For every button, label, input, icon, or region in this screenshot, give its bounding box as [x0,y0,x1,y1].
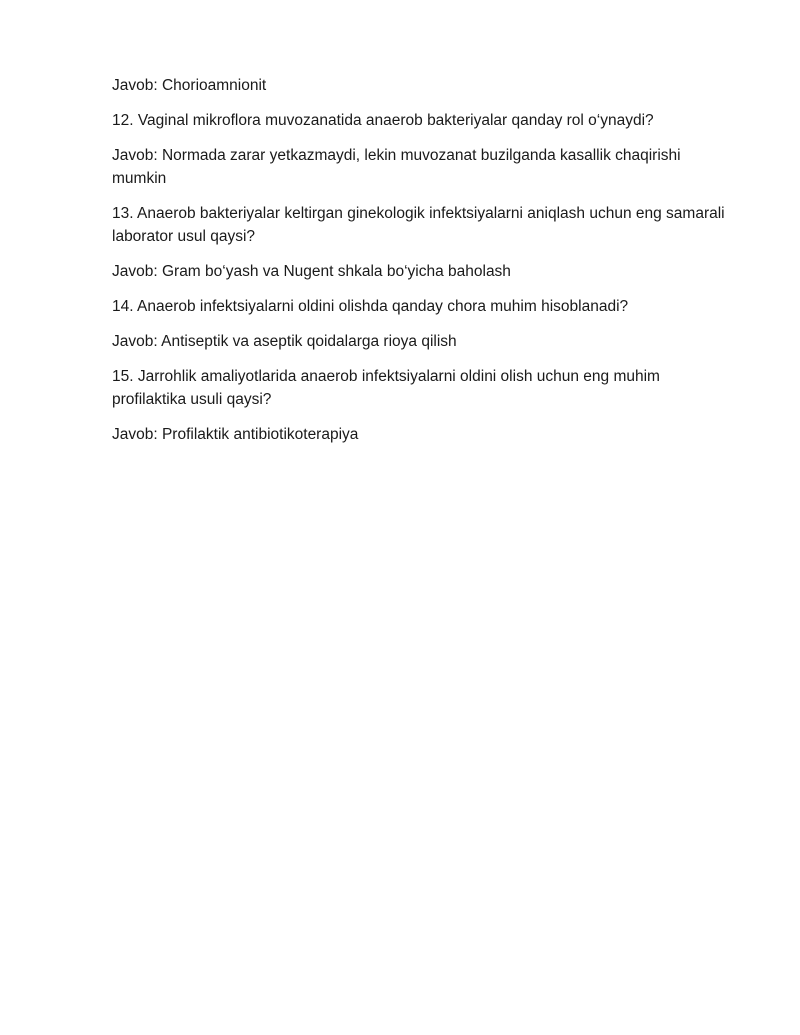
question-12: 12. Vaginal mikroflora muvozanatida anaerob bakteriyalar qanday rol o‘ynaydi? [112,112,654,129]
answer-text: Javob: Gram bo‘yash va Nugent shkala bo‘yicha baholash [112,263,511,280]
question-13: 13. Anaerob bakteriyalar keltirgan ginekologik infektsiyalarni aniqlash uchun eng samarali laborator usul qaysi? [112,205,725,245]
answer-text: Javob: Normada zarar yetkazmaydi, lekin muvozanat buzilganda kasallik chaqirishi mumkin [112,147,681,187]
question-15: 15. Jarrohlik amaliyotlarida anaerob infektsiyalarni oldini olish uchun eng muhim profilaktika usuli qaysi? [112,368,660,408]
question-14: 14. Anaerob infektsiyalarni oldini olishda qanday chora muhim hisoblanadi? [112,298,629,315]
document-body [112,74,727,458]
answer-text: Javob: Antiseptik va aseptik qoidalarga rioya qilish [112,333,457,350]
answer-text: Javob: Profilaktik antibiotikoterapiya [112,426,359,443]
answer-text: Javob: Chorioamnionit [112,77,267,94]
